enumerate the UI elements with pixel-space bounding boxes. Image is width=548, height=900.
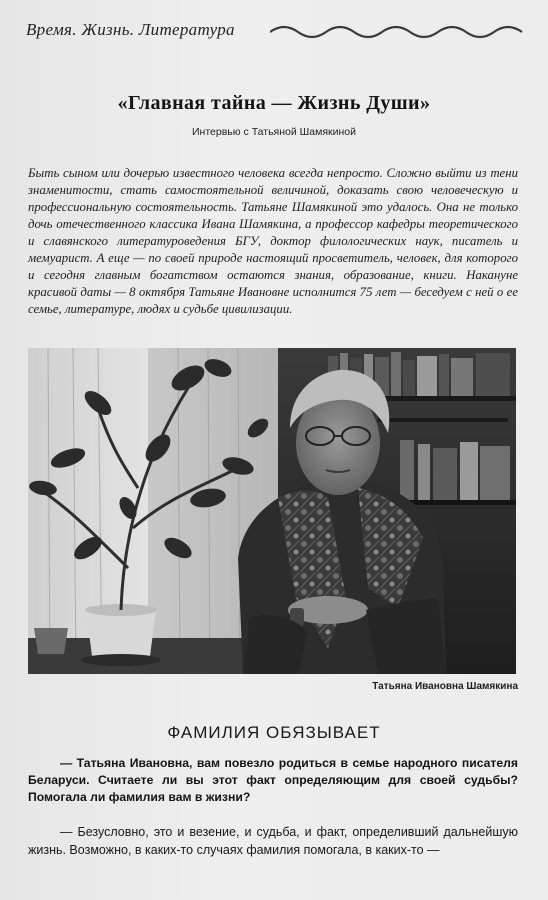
article-subtitle: Интервью с Татьяной Шамякиной xyxy=(192,126,356,138)
interview-question: — Татьяна Ивановна, вам повезло родиться в семье народного писателя Беларуси. Считаете ли вы этот факт определяющим для своей судьбы? Помогала ли фамилия вам в жизни? xyxy=(28,756,518,804)
portrait-illustration xyxy=(28,348,516,674)
photo-caption: Татьяна Ивановна Шамякина xyxy=(372,681,518,692)
article-title: «Главная тайна — Жизнь Души» xyxy=(117,92,431,114)
portrait-photo xyxy=(28,348,516,674)
section-title: Время. Жизнь. Литература xyxy=(26,20,235,39)
running-header xyxy=(26,20,526,46)
interview-answer: — Безусловно, это и везение, и судьба, и факт, определивший дальнейшую жизнь. Возможно, в каких-то случаях фамилия помогала, в каких-то — xyxy=(28,825,518,857)
article-intro: Быть сыном или дочерью известного человека всегда непросто. Сложно выйти из тени знаменитости, стать самостоятельной величиной, доказать свою человеческую и профессиональную состоятельность. Татьяне Шамякиной это удалось. Она не только дочь отечественного классика Ивана Шамякина, а профессор кафедры теоретического и славянского литературоведения БГУ, доктор филологических наук, писатель и мемуарист. А еще — по своей природе настоящий просветитель, человек, для которого и сегодня главным богатством остаются знания, образование, книги. Накануне красивой даты — 8 октября Татьяне Ивановне исполнится 75 лет — беседуем с ней о ее семье, литературе, людях и судьбе цивилизации. xyxy=(28,166,518,316)
section-heading: ФАМИЛИЯ ОБЯЗЫВАЕТ xyxy=(167,723,381,742)
wave-ornament-icon xyxy=(270,22,526,42)
